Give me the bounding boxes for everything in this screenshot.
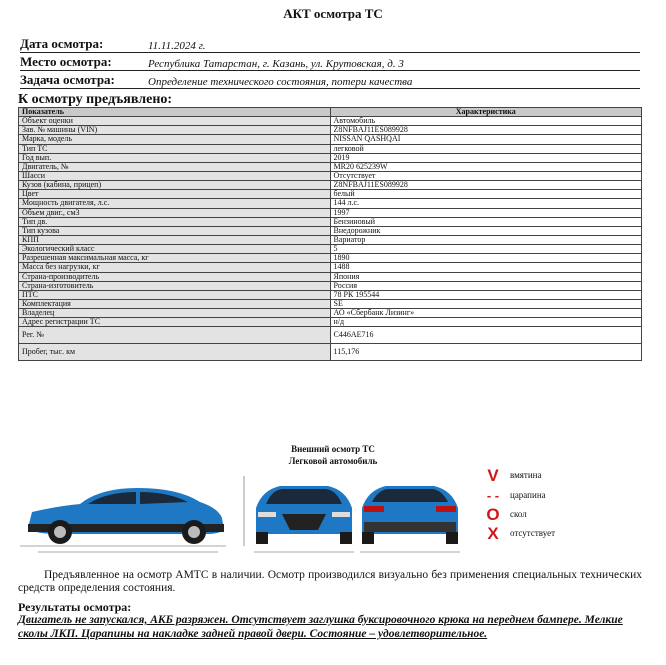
chip-mark-icon: O bbox=[486, 505, 500, 524]
table-row bbox=[19, 290, 642, 299]
table-row bbox=[19, 263, 642, 272]
info-row-task bbox=[20, 73, 640, 89]
table-row bbox=[19, 245, 642, 254]
info-row-date bbox=[20, 37, 640, 53]
car-diagram bbox=[18, 468, 464, 560]
table-row bbox=[19, 126, 642, 135]
section-title: К осмотру предъявлено: bbox=[18, 92, 173, 107]
indicator-cell: Зав. № машины (VIN) bbox=[19, 126, 331, 135]
indicator-cell: Владелец bbox=[19, 309, 331, 318]
value-cell: 78 РК 195544 bbox=[330, 290, 642, 299]
legend-label: вмятина bbox=[510, 470, 542, 480]
table-row bbox=[19, 217, 642, 226]
table-row bbox=[19, 309, 642, 318]
value-cell: АО «Сбербанк Лизинг» bbox=[330, 309, 642, 318]
car-rear-view bbox=[360, 486, 460, 552]
spec-table bbox=[18, 107, 642, 361]
table-row bbox=[19, 272, 642, 281]
indicator-cell: Разрешенная максимальная масса, кг bbox=[19, 254, 331, 263]
info-label: Дата осмотра: bbox=[20, 36, 104, 51]
value-cell: Автомобиль bbox=[330, 117, 642, 126]
value-cell: Вариатор bbox=[330, 235, 642, 244]
table-row bbox=[19, 254, 642, 263]
table-row bbox=[19, 281, 642, 290]
table-row bbox=[19, 235, 642, 244]
value-cell: легковой bbox=[330, 144, 642, 153]
legend-label: скол bbox=[510, 509, 527, 519]
value-cell: Z8NFBAJ11ES089928 bbox=[330, 126, 642, 135]
table-header-row bbox=[19, 108, 642, 117]
indicator-cell: Кузов (кабина, прицеп) bbox=[19, 181, 331, 190]
exterior-subtitle: Легковой автомобиль bbox=[288, 456, 378, 466]
value-cell: 1890 bbox=[330, 254, 642, 263]
indicator-cell: Страна-изготовитель bbox=[19, 281, 331, 290]
table-row bbox=[19, 153, 642, 162]
indicator-cell: Тип ТС bbox=[19, 144, 331, 153]
value-cell: Япония bbox=[330, 272, 642, 281]
table-row bbox=[19, 171, 642, 180]
indicator-cell: Комплектация bbox=[19, 299, 331, 308]
table-row bbox=[19, 318, 642, 327]
value-cell: Отсутствует bbox=[330, 171, 642, 180]
table-row bbox=[19, 162, 642, 171]
indicator-cell: Двигатель, № bbox=[19, 162, 331, 171]
value-cell: Россия bbox=[330, 281, 642, 290]
legend-label: царапина bbox=[510, 490, 546, 500]
value-cell: Z8NFBAJ11ES089928 bbox=[330, 181, 642, 190]
indicator-cell: Пробег, тыс. км bbox=[19, 344, 331, 361]
table-row bbox=[19, 226, 642, 235]
indicator-cell: Объем двиг., см3 bbox=[19, 208, 331, 217]
indicator-cell: Рег. № bbox=[19, 327, 331, 344]
table-row bbox=[19, 199, 642, 208]
indicator-cell: Тип дв. bbox=[19, 217, 331, 226]
car-front-view bbox=[244, 476, 354, 552]
table-row bbox=[19, 190, 642, 199]
indicator-cell: КПП bbox=[19, 235, 331, 244]
value-cell: 144 л.с. bbox=[330, 199, 642, 208]
dent-mark-icon: V bbox=[487, 466, 499, 485]
indicator-cell: Мощность двигателя, л.с. bbox=[19, 199, 331, 208]
value-cell: 5 bbox=[330, 245, 642, 254]
results-text: Двигатель не запускался, АКБ разряжен. Отсутствует заглушка буксировочного крюка на переднем бампере. Мелкие сколы ЛКП. Царапины на накладке задней правой двери. Состояние – удовлетворительное. bbox=[18, 614, 623, 640]
legend-item-missing bbox=[483, 524, 643, 542]
column-header-characteristic: Характеристика bbox=[330, 108, 642, 117]
legend-item-chip bbox=[483, 505, 643, 523]
legend-item-dent bbox=[483, 466, 643, 484]
scratch-mark-icon: - - bbox=[486, 488, 500, 503]
indicator-cell: ПТС bbox=[19, 290, 331, 299]
value-cell: С446АЕ716 bbox=[330, 327, 642, 344]
exterior-title: Внешний осмотр ТС bbox=[291, 444, 375, 454]
indicator-cell: Адрес регистрации ТС bbox=[19, 318, 331, 327]
info-row-place bbox=[20, 55, 640, 71]
results-title: Результаты осмотра: bbox=[18, 600, 132, 614]
indicator-cell: Страна-производитель bbox=[19, 272, 331, 281]
value-cell: NISSAN QASHQAI bbox=[330, 135, 642, 144]
indicator-cell: Цвет bbox=[19, 190, 331, 199]
value-cell: Внедорожник bbox=[330, 226, 642, 235]
value-cell: белый bbox=[330, 190, 642, 199]
value-cell: 2019 bbox=[330, 153, 642, 162]
value-cell: MR20 625239W bbox=[330, 162, 642, 171]
info-label: Задача осмотра: bbox=[20, 72, 115, 87]
indicator-cell: Шасси bbox=[19, 171, 331, 180]
value-cell: SE bbox=[330, 299, 642, 308]
indicator-cell: Тип кузова bbox=[19, 226, 331, 235]
legend-item-scratch bbox=[483, 486, 643, 504]
table-row bbox=[19, 208, 642, 217]
indicator-cell: Экологический класс bbox=[19, 245, 331, 254]
table-row bbox=[19, 299, 642, 308]
legend-label: отсутствует bbox=[510, 528, 556, 538]
value-cell: Бензиновый bbox=[330, 217, 642, 226]
document-title: АКТ осмотра ТС bbox=[283, 6, 383, 21]
indicator-cell: Марка, модель bbox=[19, 135, 331, 144]
info-value: 11.11.2024 г. bbox=[148, 40, 206, 52]
table-row bbox=[19, 117, 642, 126]
value-cell: 1488 bbox=[330, 263, 642, 272]
column-header-indicator: Показатель bbox=[19, 108, 331, 117]
info-label: Место осмотра: bbox=[20, 54, 112, 69]
indicator-cell: Год вып. bbox=[19, 153, 331, 162]
value-cell: 115,176 bbox=[330, 344, 642, 361]
missing-mark-icon: X bbox=[487, 524, 499, 543]
inspection-paragraph: Предъявленное на осмотр АМТС в наличии. Осмотр производился визуально без применения специальных технических средств определения состояния. bbox=[18, 569, 642, 594]
value-cell: 1997 bbox=[330, 208, 642, 217]
table-row bbox=[19, 144, 642, 153]
value-cell: н/д bbox=[330, 318, 642, 327]
table-row bbox=[19, 327, 642, 344]
table-row bbox=[19, 135, 642, 144]
indicator-cell: Масса без нагрузки, кг bbox=[19, 263, 331, 272]
info-value: Республика Татарстан, г. Казань, ул. Крутовская, д. 3 bbox=[148, 58, 404, 70]
indicator-cell: Объект оценки bbox=[19, 117, 331, 126]
table-row bbox=[19, 181, 642, 190]
info-value: Определение технического состояния, потери качества bbox=[148, 76, 413, 88]
car-side-view bbox=[20, 488, 226, 552]
table-row bbox=[19, 344, 642, 361]
